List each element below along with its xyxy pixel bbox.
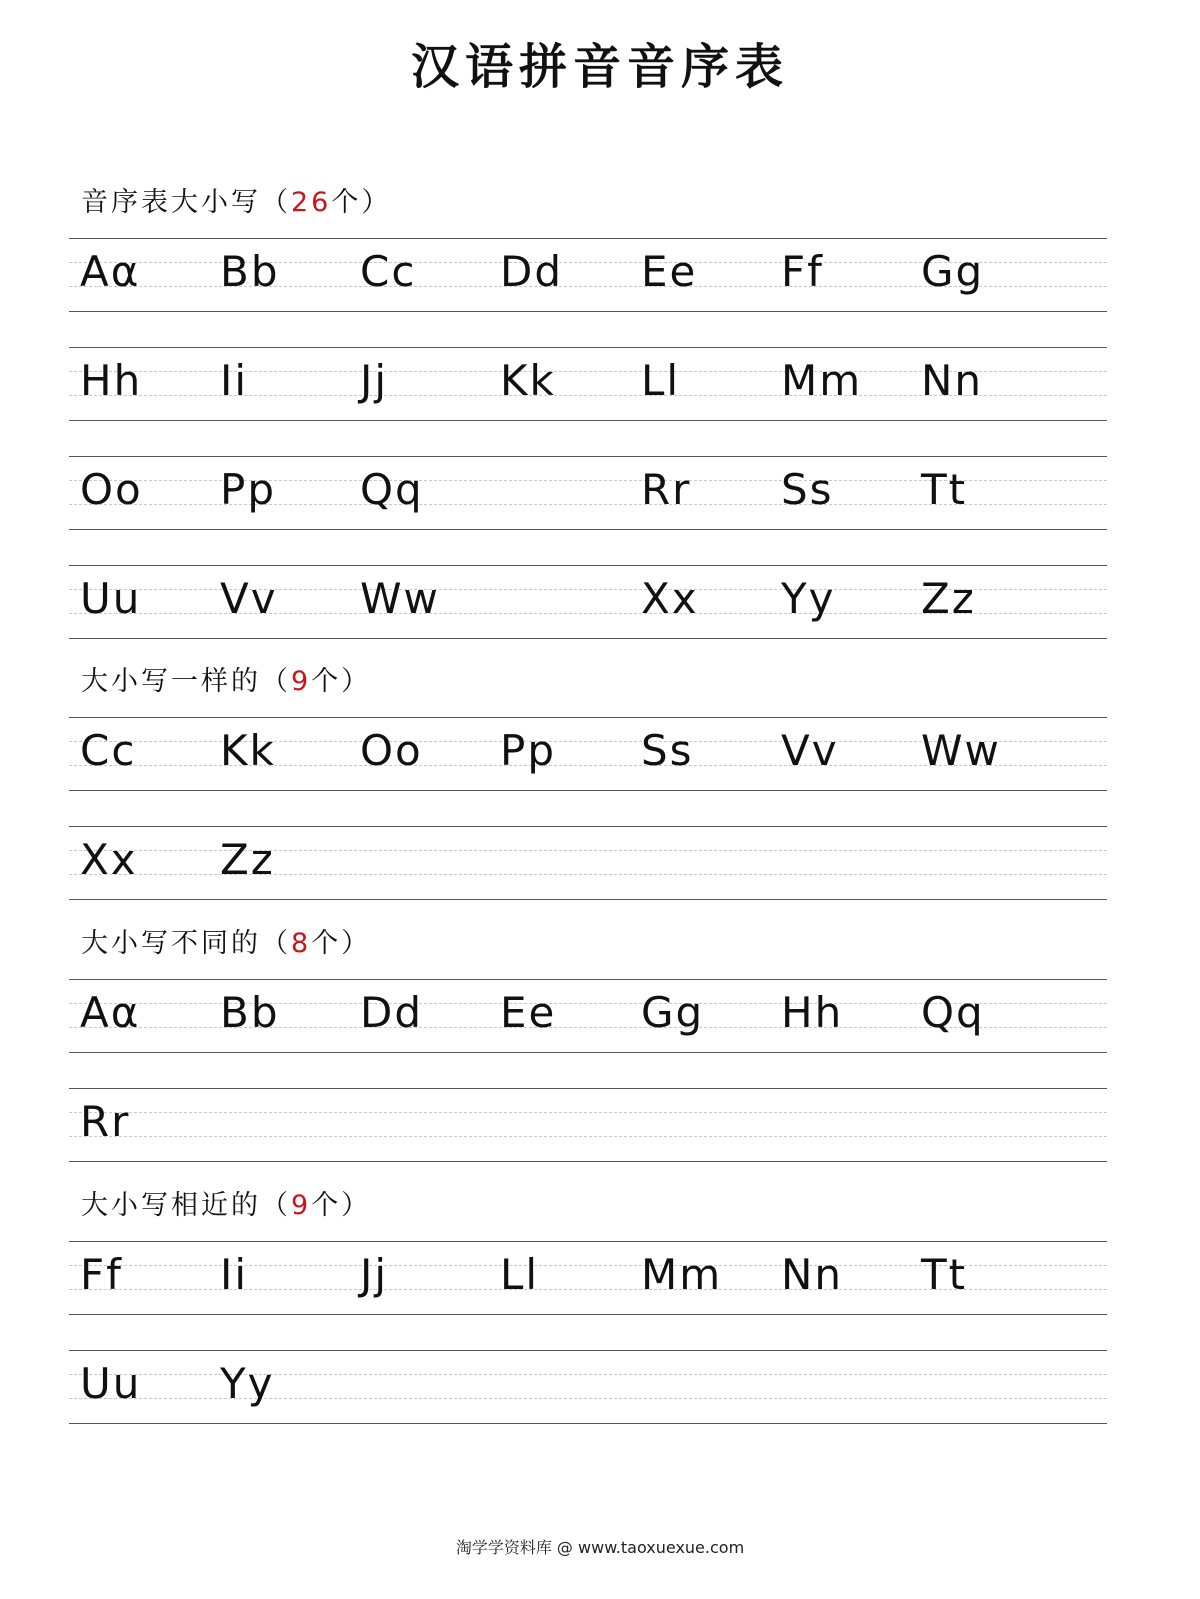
letter-pair: Ii <box>220 1250 249 1299</box>
letter-pair: Ss <box>641 726 694 775</box>
letter-pair: Oo <box>80 465 143 514</box>
section-count: 26 <box>291 187 332 218</box>
letter-pair: Dd <box>500 247 564 296</box>
letter-pair: Tt <box>921 465 968 514</box>
letter-pair: Ff <box>80 1250 123 1299</box>
letter-pair: Oo <box>360 726 423 775</box>
guide-line <box>69 1136 1107 1137</box>
section-count: 8 <box>291 928 312 959</box>
writing-band <box>69 1350 1107 1424</box>
letter-pair: Vv <box>220 574 278 623</box>
letter-pair: Rr <box>641 465 692 514</box>
writing-band <box>69 456 1107 530</box>
letter-pair: Gg <box>921 247 985 296</box>
writing-band <box>69 979 1107 1053</box>
section-heading <box>81 665 371 699</box>
letter-pair: Jj <box>360 356 389 405</box>
section-heading <box>81 1189 371 1223</box>
letter-pair: Bb <box>220 247 280 296</box>
writing-band <box>69 1088 1107 1162</box>
section-heading <box>81 186 391 220</box>
page-title: 汉语拼音音序表 <box>410 39 789 95</box>
section-heading-suffix: 个） <box>311 1190 372 1221</box>
writing-band <box>69 717 1107 791</box>
letter-pair: Aα <box>80 988 141 1037</box>
letter-pair: Pp <box>220 465 276 514</box>
section-count: 9 <box>291 666 312 697</box>
letter-pair: Aα <box>80 247 141 296</box>
section-heading <box>81 927 371 961</box>
writing-band <box>69 565 1107 639</box>
letter-pair: Nn <box>781 1250 844 1299</box>
letter-pair: Ii <box>220 356 249 405</box>
section-heading-text: 大小写不同的（ <box>81 928 291 959</box>
letter-pair: Kk <box>500 356 556 405</box>
letter-pair: Zz <box>921 574 976 623</box>
section-heading-suffix: 个） <box>311 928 372 959</box>
letter-pair: Xx <box>80 835 138 884</box>
footer-credit: 淘学学资料库 @ www.taoxuexue.com <box>455 1538 745 1557</box>
letter-pair: Pp <box>500 726 556 775</box>
letter-pair: Ll <box>641 356 681 405</box>
letter-pair: Yy <box>781 574 836 623</box>
letter-pair: Uu <box>80 574 142 623</box>
letter-pair: Hh <box>80 356 143 405</box>
section-heading-suffix: 个） <box>331 187 392 218</box>
letter-pair: Yy <box>220 1359 275 1408</box>
letter-pair: Ll <box>500 1250 540 1299</box>
section-count: 9 <box>291 1190 312 1221</box>
writing-band <box>69 347 1107 421</box>
section-heading-text: 大小写相近的（ <box>81 1190 291 1221</box>
letter-pair: Mm <box>641 1250 723 1299</box>
section-heading-suffix: 个） <box>311 666 372 697</box>
letter-pair: Qq <box>360 465 424 514</box>
letter-pair: Ff <box>781 247 824 296</box>
letter-pair: Tt <box>921 1250 968 1299</box>
letter-pair: Ww <box>360 574 440 623</box>
letter-pair: Jj <box>360 1250 389 1299</box>
letter-pair: Ss <box>781 465 834 514</box>
letter-pair: Vv <box>781 726 839 775</box>
letter-pair: Zz <box>220 835 275 884</box>
guide-line <box>69 1112 1107 1113</box>
section-heading-text: 大小写一样的（ <box>81 666 291 697</box>
section-heading-text: 音序表大小写（ <box>81 187 291 218</box>
letter-pair: Uu <box>80 1359 142 1408</box>
letter-pair: Rr <box>80 1097 131 1146</box>
letter-pair: Dd <box>360 988 424 1037</box>
letter-pair: Hh <box>781 988 844 1037</box>
letter-pair: Bb <box>220 988 280 1037</box>
letter-pair: Mm <box>781 356 863 405</box>
writing-band <box>69 238 1107 312</box>
writing-band <box>69 826 1107 900</box>
letter-pair: Ee <box>500 988 557 1037</box>
letter-pair: Ee <box>641 247 698 296</box>
writing-band <box>69 1241 1107 1315</box>
letter-pair: Qq <box>921 988 985 1037</box>
letter-pair: Nn <box>921 356 984 405</box>
letter-pair: Xx <box>641 574 699 623</box>
letter-pair: Gg <box>641 988 705 1037</box>
letter-pair: Kk <box>220 726 276 775</box>
letter-pair: Ww <box>921 726 1001 775</box>
letter-pair: Cc <box>360 247 417 296</box>
letter-pair: Cc <box>80 726 137 775</box>
